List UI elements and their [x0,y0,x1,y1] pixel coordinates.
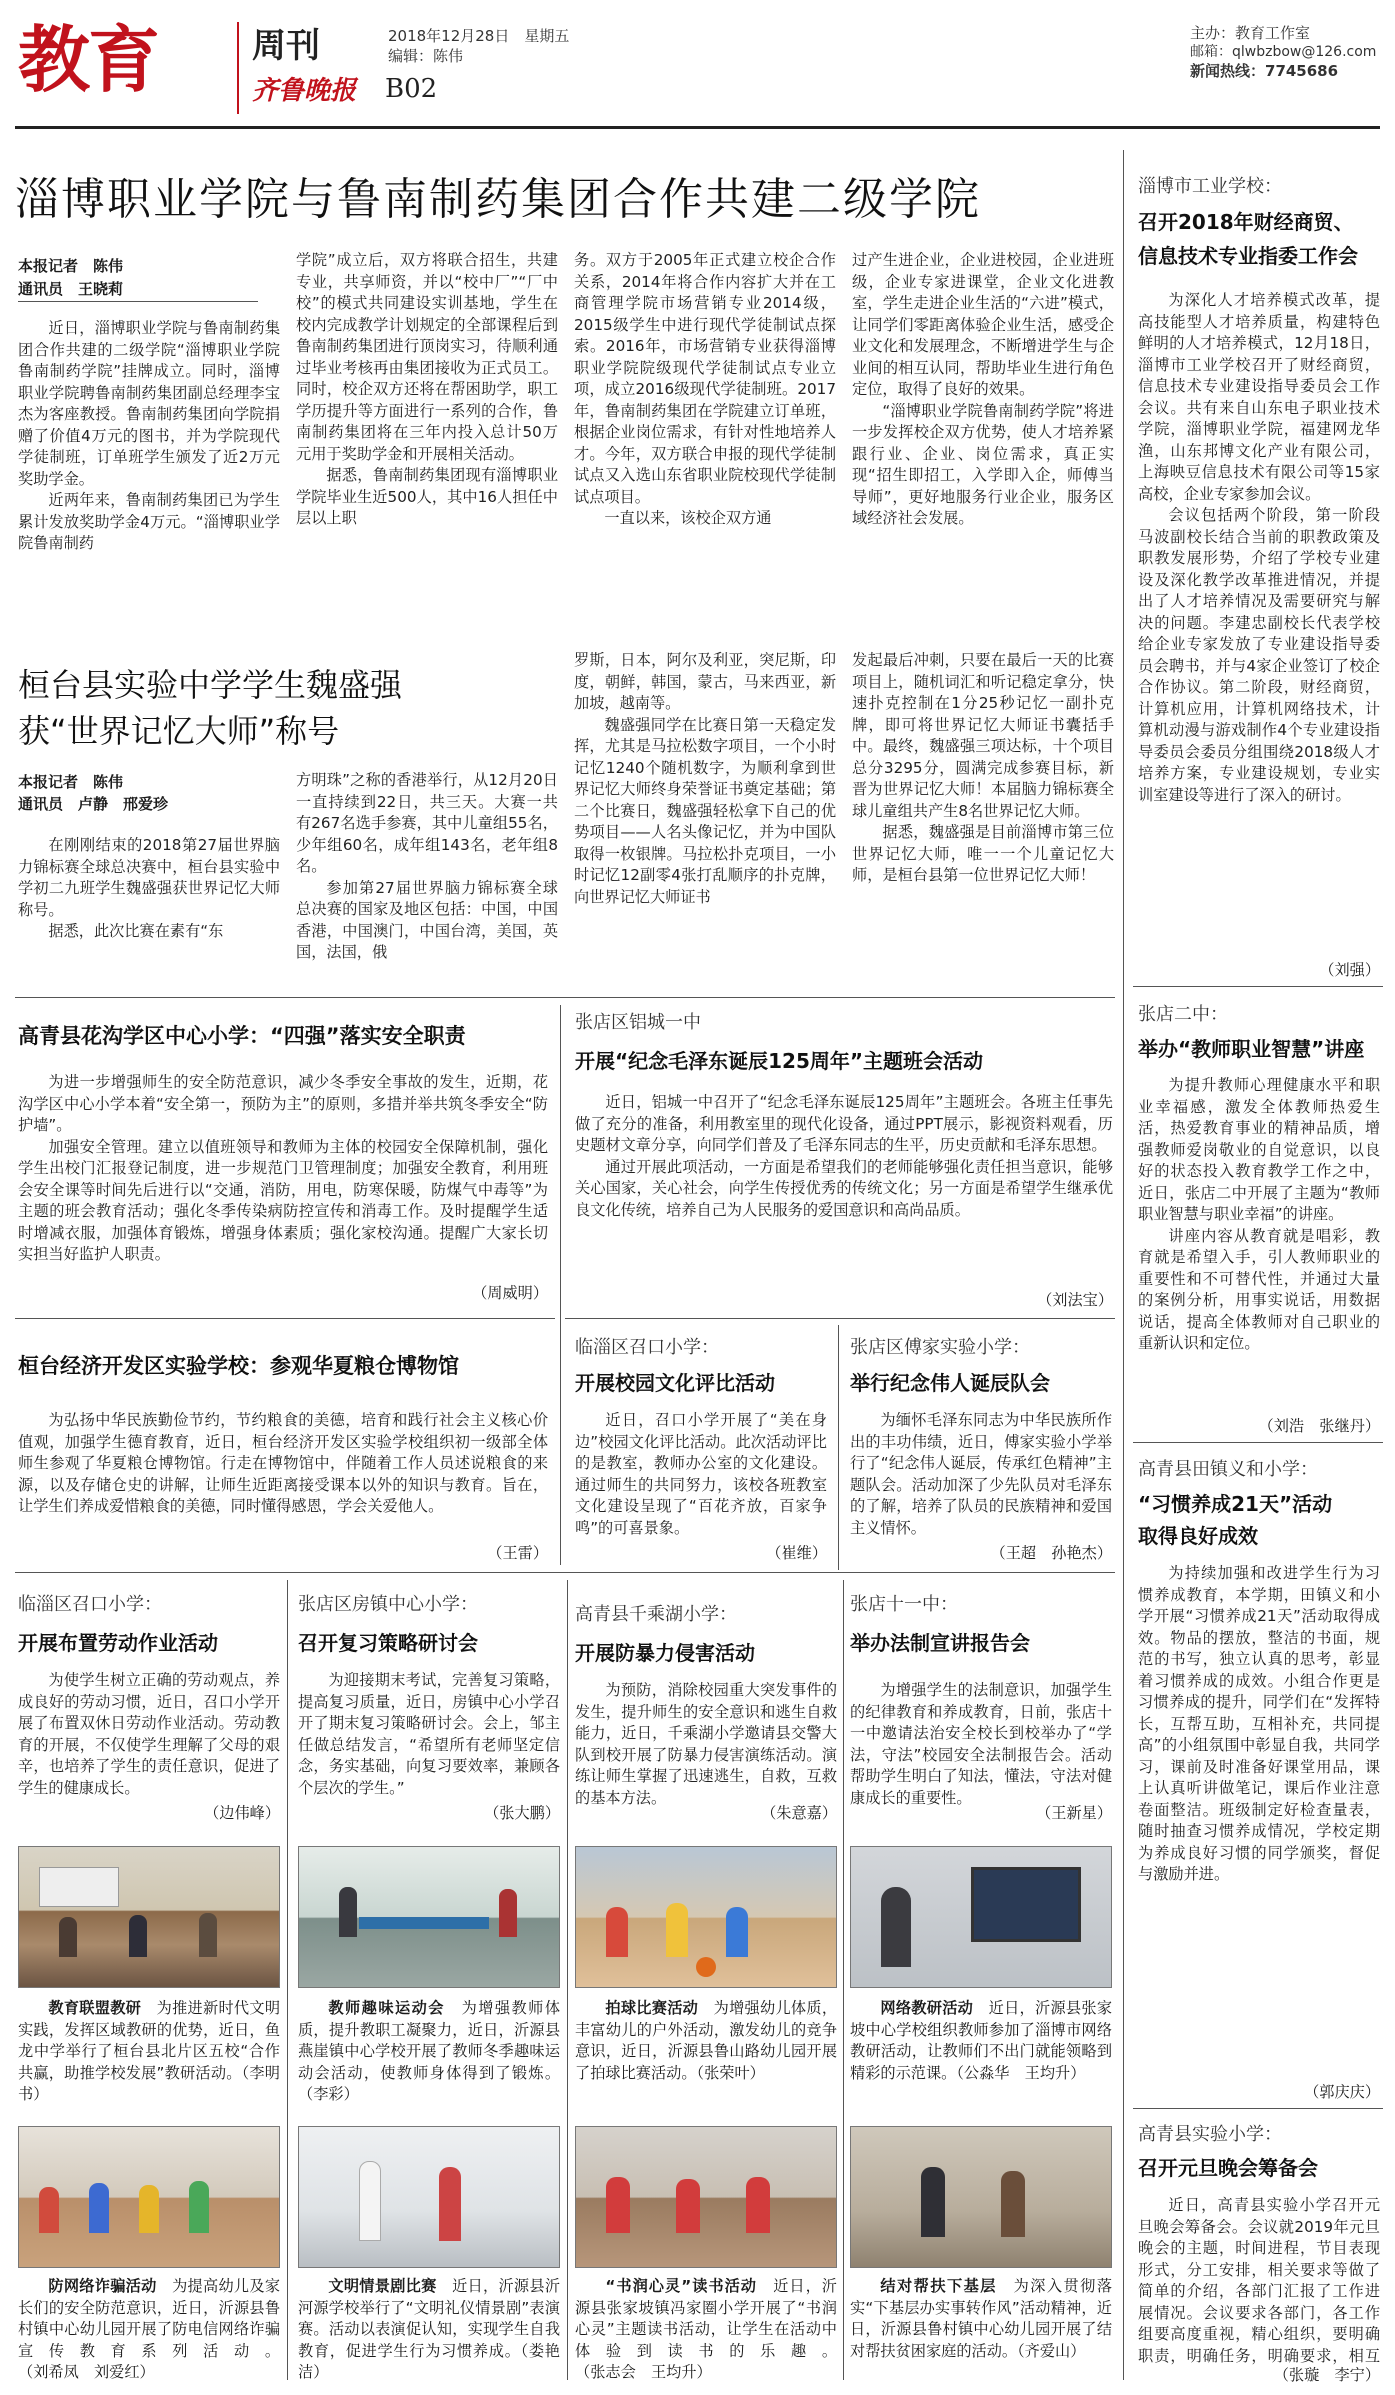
side1-body: 为深化人才培养模式改革，提高技能型人才培养质量，构建特色鲜明的人才培养模式，12月18日，淄博市工业学校召开了财经商贸，信息技术专业建设指导委员会工作会议。共有来自山东电子职业技术学院，淄博职业学院，福建网龙华渔，山东邦博文化产业有限公司，上海映豆信息技术有限公司等15家高校，企业专家参加会议。 会议包括两个阶段，第一阶段马波副校长结合当前的职教政策及职教发展形势，介绍了学校专业建设及深化教学改革推进情况，并提出了人才培养情况及需要研究与解决的问题。李建忠副校长代表学校给企业专家发放了专业建设指导委员会聘书，并与4家企业签订了校企合作协议。第二阶段，财经商贸，计算机应用，计算机网络技术，计算机动漫与游戏制作4个专业建设指导委员会委员分组围绕2018级人才培养方案，专业建设规划，专业实训室建设等进行了深入的研讨。 [1138,291,1380,804]
side4-signature: （张璇 李宁） [1273,2366,1380,2384]
m1-body: 为进一步增强师生的安全防范意识，减少冬季安全事故的发生，近期，花沟学区中心小学本着“安全第一，预防为主”的原则，多措并举共筑冬季安全“防护墙”。 加强安全管理。建立以值班领导和教师为主体的校园安全保障机制，强化学生出校门汇报登记制度，进一步规范门卫管理制度；加强安全教育，利用班会安全课等时间先后进行以“交通，消防，用电，防寒保暖，防煤气中毒等”为主题的班会教育活动；强化冬季传染病防控宣传和消毒工作。及时提醒学生适时增减衣服，加强体育锻炼，增强身体素质；强化家校沟通。提醒广大家长切实担当好监护人职责。 [18,1073,548,1263]
side-rule-1 [1133,986,1383,987]
b2-title: 召开复习策略研讨会 [298,1631,478,1655]
m5-body: 为缅怀毛泽东同志为中华民族所作出的丰功伟绩，近日，傅家实验小学举行了“纪念伟人诞辰，传承红色精神”主题队会。活动加深了少先队员对毛泽东的了解，培养了队员的民族精神和爱国主义情怀。 [850,1411,1112,1537]
article1-col1: 近日，淄博职业学院与鲁南制药集团合作共建的二级学院“淄博职业学院鲁南制药学院”挂牌成立。同时，淄博职业学院聘鲁南制药集团副总经理李宝杰为客座教授。鲁南制药集团向学院捐赠了价值4万元的图书，并为学院现代学徒制班，订单班学生颁发了近2万元奖助学金。 近两年来，鲁南制药集团已为学生累计发放奖助学金4万元。“淄博职业学院鲁南制药 [18,319,280,552]
m4-body: 近日，召口小学开展了“美在身边”校园文化评比活动。此次活动评比的是教室，教师办公室的文化建设。通过师生的共同努力，该校各班教室文化建设呈现了“百花齐放，百家争鸣”的可喜景象。 [575,1411,827,1537]
masthead-paper-logo: 齐鲁晚报 [252,76,357,106]
b-divider-1 [287,1580,288,2380]
side2-title: 举办“教师职业智慧”讲座 [1138,1037,1365,1061]
section-rule-2 [15,1572,1115,1573]
m4-title: 开展校园文化评比活动 [575,1371,775,1395]
side4-title: 召开元旦晚会筹备会 [1138,2156,1318,2180]
masthead-weekly: 周刊 [252,26,320,66]
b2-body: 为迎接期末考试，完善复习策略，提高复习质量，近日，房镇中心小学召开了期末复习策略研讨会。会上，邹主任做总结发言，“希望所有老师坚定信念，务实基础，向复习要效率，兼顾各个层次的学生。” [298,1671,560,1797]
b3-title: 开展防暴力侵害活动 [575,1641,755,1665]
masthead-date: 2018年12月28日 星期五 [388,27,570,45]
masthead-divider [237,22,239,114]
section-rule-1 [15,997,1115,998]
b4-signature: （王新星） [1036,1804,1112,1822]
photo-caption-6: 文明情景剧比赛 近日，沂源县沂河源学校举行了“文明礼仪情景剧”表演赛。活动以表演促认知，实现学生自我教育，促进学生行为习惯养成。（娄艳洁） [298,2277,560,2381]
b4-body: 为增强学生的法制意识，加强学生的纪律教育和养成教育，日前，张店十一中邀请法治安全校长到校举办了“学法，守法”校园安全法制报告会。活动帮助学生明白了知法，懂法，守法对健康成长的重要性。 [850,1681,1112,1807]
photo-caption-8: 结对帮扶下基层 为深入贯彻落实“下基层办实事转作风”活动精神，近日，沂源县鲁村镇中心幼儿园开展了结对帮扶贫困家庭的活动。（齐爱山） [850,2277,1112,2360]
article1-col2: 学院”成立后，双方将联合招生，共建专业，共享师资，并以“校中厂”“厂中校”的模式共同建设实训基地，学生在校内完成教学计划规定的全部课程后到鲁南制药集团进行顶岗实习，待顺利通过毕业考核再由集团接收为正式员工。同时，校企双方还将在帮困助学，职工学历提升等方面进行一系列的合作，鲁南制药集团将在三年内投入总计50万元用于奖助学金和开展相关活动。 据悉，鲁南制药集团现有淄博职业学院毕业生近500人，其中16人担任中层以上职 [296,251,558,527]
side-rule-3 [1133,2108,1383,2109]
photo-ball-game [575,1846,837,1988]
masthead-rule [15,126,1380,129]
b3-body: 为预防，消除校园重大突发事件的发生，提升师生的安全意识和逃生自救能力，近日，千乘湖小学邀请县交警大队到校开展了防暴力侵害演练活动。演练让师生掌握了迅速逃生，自救，互救的基本方法。 [575,1681,837,1807]
m3-title: 桓台经济开发区实验学校：参观华夏粮仓博物馆 [18,1354,459,1378]
article2-title-line2: 获“世界记忆大师”称号 [18,712,340,750]
b1-body: 为使学生树立正确的劳动观点，养成良好的劳动习惯，近日，召口小学开展了布置双休日劳动作业活动。劳动教育的开展，不仅使学生理解了父母的艰辛，也培养了学生的责任意识，促进了学生的健康成长。 [18,1671,280,1797]
masthead-hotline: 新闻热线：7745686 [1190,62,1339,80]
side3-title-line1: “习惯养成21天”活动 [1138,1492,1333,1516]
side4-kicker: 高青县实验小学： [1138,2124,1282,2145]
m2-title: 开展“纪念毛泽东诞辰125周年”主题班会活动 [575,1049,984,1073]
article2-col3: 罗斯，日本，阿尔及利亚，突尼斯，印度，朝鲜，韩国，蒙古，马来西亚，新加坡，越南等。 魏盛强同学在比赛日第一天稳定发挥，尤其是马拉松数字项目，一个小时记忆1240个随机数字，为顺利拿到世界记忆大师终身荣誉证书奠定基础；第二个比赛日，魏盛强轻松拿下自己的优势项目——人名头像记忆，并为中国队取得一枚银牌。马拉松扑克项目，一小时记忆12副零4张打乱顺序的扑克牌，向世界记忆大师证书 [574,651,836,906]
article1-title: 淄博职业学院与鲁南制药集团合作共建二级学院 [15,174,981,225]
b3-signature: （朱意嘉） [761,1804,837,1822]
side3-signature: （郭庆庆） [1304,2083,1380,2101]
article1-byline-correspondent: 通讯员 王晓莉 [18,280,124,298]
article2-byline-reporter: 本报记者 陈伟 [18,773,124,791]
photo-reading-activity [575,2126,837,2268]
m2-kicker: 张店区铝城一中 [575,1012,701,1033]
side2-signature: （刘浩 张继丹） [1258,1417,1380,1435]
m4-kicker: 临淄区召口小学： [575,1337,719,1358]
photo-drama-contest [298,2126,560,2268]
photo-caption-7: “书润心灵”读书活动 近日，沂源县张家坡镇冯家圈小学开展了“书润心灵”主题读书活动，让学生在活动中体验到读书的乐趣。（张志会 王均升） [575,2277,837,2381]
photo-caption-2: 教师趣味运动会 为增强教师体质，提升教职工凝聚力，近日，沂源县燕崖镇中心学校开展了教师冬季趣味运动会活动，使教师身体得到了锻炼。（李彩） [298,1999,560,2103]
m2-signature: （刘法宝） [1037,1291,1113,1309]
article2-byline-correspondent: 通讯员 卢静 邢爱珍 [18,795,169,813]
side3-title-line2: 取得良好成效 [1138,1524,1258,1548]
m1-title: 高青县花沟学区中心小学：“四强”落实安全职责 [18,1024,466,1048]
photo-caption-5: 防网络诈骗活动 为提高幼儿及家长们的安全防范意识，近日，沂源县鲁村镇中心幼儿园开展了防电信网络诈骗宣传教育系列活动。（刘希凤 刘爱红） [18,2277,280,2381]
side3-kicker: 高青县田镇义和小学： [1138,1459,1318,1480]
side2-body: 为提升教师心理健康水平和职业幸福感，激发全体教师热爱生活，热爱教育事业的精神品质，增强教师爱岗敬业的自觉意识，以良好的状态投入教育教学工作之中，近日，张店二中开展了主题为“教师职业智慧与职业幸福”的讲座。 讲座内容从教育就是唱彩，教育就是希望入手，引人教师职业的重要性和不可替代性，并通过大量的案例分析，用事实说话，用数据说话，提高全体教师对自己职业的重新认识和定位。 [1138,1076,1380,1352]
side1-kicker: 淄博市工业学校： [1138,176,1282,197]
photo-caption-1: 教育联盟教研 为推进新时代文明实践，发挥区域教研的优势，近日，鱼龙中学举行了桓台县北片区五校“合作共赢，助推学校发展”教研活动。（李明书） [18,1999,280,2103]
article1-byline-reporter: 本报记者 陈伟 [18,257,124,275]
m5-signature: （王超 孙艳杰） [990,1544,1112,1562]
section-rule-m2 [565,1318,1115,1319]
b3-kicker: 高青县千乘湖小学： [575,1604,737,1625]
photo-teacher-sports [298,1846,560,1988]
b-divider-2 [567,1580,568,2380]
masthead-editor: 编辑：陈伟 [388,47,464,65]
section-rule-m1 [15,1318,555,1319]
m-divider-2 [838,1325,839,1570]
article1-col4: 过产生进企业，企业进校园，企业进班级，企业专家进课堂，企业文化进教室，学生走进企业生活的“六进”模式，让同学们零距离体验企业生活，感受企业文化和发展理念，不断增进学生与企业间的相互认同，帮助毕业生进行角色定位，取得了良好的效果。 “淄博职业学院鲁南制药学院”将进一步发挥校企双方优势，使人才培养紧跟行业、企业、岗位需求，真正实现“招生即招工，入学即入企，师傅当导师”，更好地服务行业企业，服务区域经济社会发展。 [852,251,1114,527]
m3-body: 为弘扬中华民族勤俭节约，节约粮食的美德，培育和践行社会主义核心价值观，加强学生德育教育，近日，桓台经济开发区实验学校组织初一级部全体师生参观了华夏粮仓博物馆。行走在博物馆中，伴随着工作人员述说粮食的来源，以及存储仓史的讲解，让师生近距离接受课本以外的知识与教育。旨在，让学生们养成爱惜粮食的美德，同时懂得感恩，学会关爱他人。 [18,1411,548,1515]
side2-kicker: 张店二中： [1138,1004,1228,1025]
m2-body: 近日，铝城一中召开了“纪念毛泽东诞辰125周年”主题班会。各班主任事先做了充分的准备，利用教室里的现代化设备，通过PPT展示，影视资料观看，历史题材文章分享，向同学们普及了毛泽东同志的生平，历史贡献和毛泽东思想。 通过开展此项活动，一方面是希望我们的老师能够强化责任担当意识，能够关心国家，关心社会，向学生传授优秀的传统文化；另一方面是希望学生继承优良文化传统，培养自己为人民服务的爱国意识和高尚品质。 [575,1093,1113,1219]
photo-anti-fraud [18,2126,280,2268]
b2-signature: （张大鹏） [484,1804,560,1822]
article1-byline-rule [18,301,258,302]
side3-body: 为持续加强和改进学生行为习惯养成教育，本学期，田镇义和小学开展“习惯养成21天”活动取得成效。物品的摆放，整洁的书面，规范的书写，独立认真的思考，彰显着习惯养成的成效。小组合作更是习惯养成的提升，同学们在“发挥特长，互帮互助，互相补充，共同提高”的小组氛围中彰显自我，共同学习，课前及时准备好课堂用品，课上认真听讲做笔记，课后作业注意卷面整洁。班级制定好检查量表，随时抽查习惯养成情况，学校定期为养成良好习惯的同学颁奖，督促与激励并进。 [1138,1564,1380,1883]
b1-title: 开展布置劳动作业活动 [18,1631,218,1655]
article1-col3: 务。双方于2005年正式建立校企合作关系，2014年将合作内容扩大并在工商管理学院市场营销专业2014级，2015级学生中进行现代学徒制试点探索。2016年，市场营销专业获得淄博职业学院院级现代学徒制试点专业立项，成立2016级现代学徒制班。2017年，鲁南制药集团在学院建立订单班，根据企业岗位需求，有针对性地培养人才。今年，双方联合申报的现代学徒制试点又入选山东省职业院校现代学徒制试点项目。 一直以来，该校企双方通 [574,251,836,527]
m5-kicker: 张店区傅家实验小学： [850,1337,1030,1358]
photo-caption-4: 网络教研活动 近日，沂源县张家坡中心学校组织教师参加了淄博市网络教研活动，让教师们不出门就能领略到精彩的示范课。（公淼华 王均升） [850,1999,1112,2082]
right-column-divider [1123,150,1124,2380]
m3-signature: （王雷） [487,1544,548,1562]
photo-caption-3: 拍球比赛活动 为增强幼儿体质，丰富幼儿的户外活动，激发幼儿的竞争意识，近日，沂源县鲁山路幼儿园开展了拍球比赛活动。（张荣叶） [575,1999,837,2082]
side1-title-line2: 信息技术专业指委工作会 [1138,244,1358,268]
b-divider-3 [843,1580,844,2380]
b4-kicker: 张店十一中： [850,1594,958,1615]
b1-signature: （边伟峰） [204,1804,280,1822]
masthead-title: 教育 [18,17,159,102]
masthead-page-number: B02 [385,74,438,104]
article2-col2: 方明珠”之称的香港举行，从12月20日一直持续到22日，共三天。大赛一共有267名选手参赛，其中儿童组55名，少年组60名，成年组143名，老年组8名。 参加第27届世界脑力锦标赛全球总决赛的国家及地区包括：中国，中国香港，中国澳门，中国台湾，美国，英国，法国，俄 [296,771,558,961]
photo-online-teaching [850,1846,1112,1988]
side-rule-2 [1133,1442,1383,1443]
m4-signature: （崔维） [766,1544,827,1562]
masthead-email: 邮箱：qlwbzbow@126.com [1190,44,1377,60]
article2-title-line1: 桓台县实验中学学生魏盛强 [18,666,403,704]
article2-col4: 发起最后冲刺，只要在最后一天的比赛项目上，随机词汇和听记稳定拿分，快速扑克控制在1分25秒记忆一副扑克牌，即可将世界记忆大师证书囊括手中。最终，魏盛强三项达标，十个项目总分3295分，圆满完成参赛目标，新晋为世界记忆大师！本届脑力锦标赛全球儿童组共产生8名世界记忆大师。 据悉，魏盛强是目前淄博市第三位世界记忆大师，唯一一个儿童记忆大师，是桓台县第一位世界记忆大师！ [852,651,1114,884]
article2-col1: 在刚刚结束的2018第27届世界脑力锦标赛全球总决赛中，桓台县实验中学初二九班学生魏盛强获世界记忆大师称号。 据悉，此次比赛在素有“东 [18,836,280,940]
m5-title: 举行纪念伟人诞辰队会 [850,1371,1050,1395]
m1-signature: （周威明） [472,1284,548,1302]
side4-body: 近日，高青县实验小学召开元旦晚会筹备会。会议就2019年元旦晚会的主题，时间进程，节目表现形式，分工安排，相关要求等做了简单的介绍，各部门汇报了工作进展情况。会议要求各部门，各工作组要高度重视，精心组织，要明确职责，明确任务，明确要求，相互 [1138,2196,1380,2365]
b4-title: 举办法制宣讲报告会 [850,1631,1030,1655]
photo-teaching-alliance [18,1846,280,1988]
b2-kicker: 张店区房镇中心小学： [298,1594,478,1615]
side1-signature: （刘强） [1319,961,1380,979]
b1-kicker: 临淄区召口小学： [18,1594,162,1615]
m-divider-1 [560,1005,561,1565]
masthead-host: 主办：教育工作室 [1190,24,1311,42]
side1-title-line1: 召开2018年财经商贸、 [1138,210,1354,234]
photo-pairing-assistance [850,2126,1112,2268]
